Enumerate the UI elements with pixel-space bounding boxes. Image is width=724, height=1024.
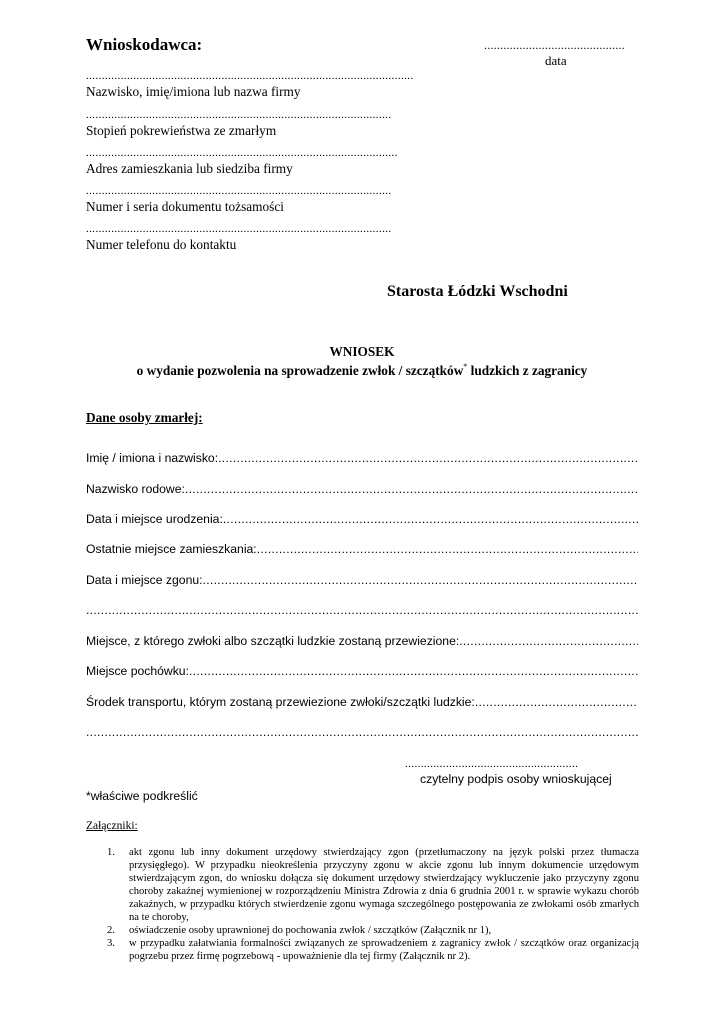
transport-origin-label: Miejsce, z którego zwłoki albo szczątki ludzkie zostaną przewiezione: xyxy=(86,634,460,648)
attachment-item xyxy=(107,846,639,924)
birth-label: Data i miejsce urodzenia: xyxy=(86,512,223,526)
transport-means-label: Środek transportu, którym zostaną przewiezione zwłoki/szczątki ludzkie: xyxy=(86,695,475,709)
request-subtitle-end: ludzkich z zagranicy xyxy=(467,363,588,378)
deceased-name-label: Imię / imiona i nazwisko: xyxy=(86,451,219,465)
burial-place-label: Miejsce pochówku: xyxy=(86,664,189,678)
attachment-number: 1. xyxy=(107,847,115,858)
death-continuation-field[interactable] xyxy=(86,603,638,617)
signature-label: czytelny podpis osoby wnioskującej xyxy=(420,772,612,786)
attachments-title: Załączniki: xyxy=(86,820,138,832)
relationship-label: Stopień pokrewieństwa ze zmarłym xyxy=(86,123,277,138)
request-subtitle-main: o wydanie pozwolenia na sprowadzenie zwłok / szczątków xyxy=(136,363,464,378)
last-residence-row[interactable] xyxy=(86,542,638,556)
applicant-name-label: Nazwisko, imię/imiona lub nazwa firmy xyxy=(86,84,301,99)
footnote: *właściwe podkreślić xyxy=(86,789,198,803)
phone-field[interactable]: ................................................................................................. xyxy=(86,223,392,235)
applicant-heading: Wnioskodawca: xyxy=(86,35,203,54)
transport-continuation-row[interactable] xyxy=(86,725,638,739)
death-field[interactable] xyxy=(203,573,638,587)
death-row[interactable] xyxy=(86,573,638,587)
attachment-item xyxy=(107,924,639,937)
deceased-name-row[interactable] xyxy=(86,451,638,465)
death-label: Data i miejsce zgonu: xyxy=(86,573,203,587)
date-label: data xyxy=(545,53,567,68)
relationship-field[interactable]: ................................................................................................. xyxy=(86,109,392,121)
birth-row[interactable] xyxy=(86,512,638,526)
transport-means-row[interactable] xyxy=(86,695,638,709)
transport-means-field[interactable] xyxy=(475,695,638,709)
attachments-list xyxy=(107,846,639,963)
deceased-name-field[interactable] xyxy=(218,451,638,465)
last-residence-label: Ostatnie miejsce zamieszkania: xyxy=(86,542,257,556)
transport-origin-field[interactable] xyxy=(459,634,638,648)
maiden-name-label: Nazwisko rodowe: xyxy=(86,482,185,496)
transport-origin-row[interactable] xyxy=(86,634,638,648)
death-continuation-row[interactable] xyxy=(86,603,638,617)
transport-continuation-field[interactable] xyxy=(86,725,638,739)
attachment-number: 3. xyxy=(107,938,115,949)
deceased-section-title: Dane osoby zmarłej: xyxy=(86,410,203,425)
request-title: WNIOSEK xyxy=(329,344,395,359)
addressee: Starosta Łódzki Wschodni xyxy=(387,283,568,300)
maiden-name-row[interactable] xyxy=(86,482,638,496)
burial-place-row[interactable] xyxy=(86,664,638,678)
phone-label: Numer telefonu do kontaktu xyxy=(86,237,237,252)
id-document-label: Numer i seria dokumentu tożsamości xyxy=(86,199,284,214)
attachment-number: 2. xyxy=(107,925,115,936)
last-residence-field[interactable] xyxy=(257,542,638,556)
id-document-field[interactable]: ................................................................................................. xyxy=(86,185,392,197)
attachment-text: oświadczenie osoby uprawnionej do pochowania zwłok / szczątków (Załącznik nr 1), xyxy=(129,925,492,936)
attachment-text: akt zgonu lub inny dokument urzędowy stwierdzający zgon (przetłumaczony na język polski przez tłumacza przysięgłego). W przypadku nieokreślenia przyczyny zgonu w akcie zgonu lub innym dokumencie urzędowym stwierdzającym zgon, do wniosku dołącza się dokument urzędowy stwierdzający wykluczenie jako przyczyny zgonu choroby zakaźnej wymienionej w rozporządzeniu Ministra Zdrowia z dnia 6 grudnia 2001 r. w sprawie wykazu chorób zakaźnych, w przypadku których stwierdzenie zgonu wymaga szczególnego postępowania ze zwłokami osób zmarłych na te choroby, xyxy=(129,847,639,923)
maiden-name-field[interactable] xyxy=(185,482,638,496)
applicant-name-field[interactable]: ........................................................................................................ xyxy=(86,70,414,82)
attachment-text: w przypadku załatwiania formalności związanych ze sprowadzeniem z zagranicy zwłok / szczątków oraz organizacją pogrzebu przez firmę pogrzebową - upoważnienie dla tej firmy (Załącznik nr 2). xyxy=(129,938,639,962)
address-label: Adres zamieszkania lub siedziba firmy xyxy=(86,161,293,176)
birth-field[interactable] xyxy=(223,512,638,526)
date-field[interactable]: ............................................ xyxy=(484,38,625,52)
attachment-item xyxy=(107,937,639,963)
request-subtitle xyxy=(0,362,724,379)
burial-place-field[interactable] xyxy=(189,664,638,678)
footnote-mark: * xyxy=(463,362,468,371)
signature-field[interactable]: ....................................................... xyxy=(405,758,579,770)
address-field[interactable]: ................................................................................................... xyxy=(86,147,398,159)
